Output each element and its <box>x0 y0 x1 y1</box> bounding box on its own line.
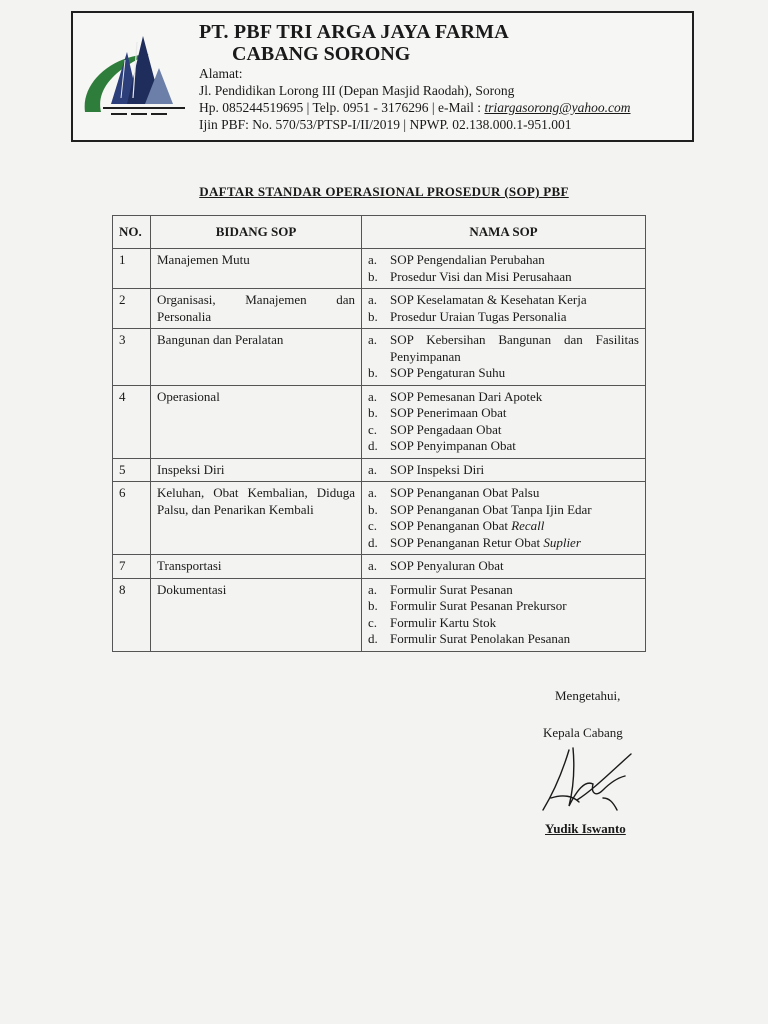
item-text <box>390 389 639 406</box>
table-row <box>113 385 646 458</box>
bidang-sop-cell: Dokumentasi <box>151 578 362 651</box>
company-name: PT. PBF TRI ARGA JAYA FARMA <box>199 21 509 43</box>
item-marker: a. <box>368 292 378 307</box>
row-number: 2 <box>113 289 151 329</box>
nama-sop-cell <box>362 482 646 555</box>
item-marker: d. <box>368 438 378 453</box>
item-text-main: SOP Pengendalian Perubahan <box>390 252 545 267</box>
table-row <box>113 555 646 579</box>
document-title: DAFTAR STANDAR OPERASIONAL PROSEDUR (SOP) PBF <box>199 184 569 199</box>
item-text <box>390 332 639 365</box>
sop-item-list <box>368 485 639 551</box>
row-number: 4 <box>113 385 151 458</box>
list-item <box>368 389 639 406</box>
bidang-sop-cell: Bangunan dan Peralatan <box>151 329 362 386</box>
row-number: 1 <box>113 249 151 289</box>
item-text-main: SOP Penanganan Retur Obat <box>390 534 544 550</box>
item-text <box>390 252 639 269</box>
handwritten-signature <box>533 740 643 820</box>
item-marker: c. <box>368 421 378 437</box>
item-text <box>390 365 639 382</box>
signer-position: Kepala Cabang <box>543 725 623 740</box>
sop-item-list <box>368 389 639 455</box>
sop-item-list <box>368 332 639 382</box>
row-number: 8 <box>113 578 151 651</box>
item-text <box>390 405 639 422</box>
item-text-main: SOP Pemesanan Dari Apotek <box>390 388 543 404</box>
list-item <box>368 502 639 519</box>
item-marker: a. <box>368 485 378 500</box>
company-logo <box>81 28 189 124</box>
item-text <box>390 485 639 502</box>
list-item <box>368 269 639 286</box>
item-marker: d. <box>368 631 378 646</box>
list-item <box>368 462 639 479</box>
bidang-sop-cell: Transportasi <box>151 555 362 579</box>
item-text-main: SOP Keselamatan & Kesehatan Kerja <box>390 292 587 307</box>
item-text <box>390 422 639 439</box>
item-text-main: SOP Penyaluran Obat <box>390 558 504 573</box>
item-text <box>390 582 639 599</box>
item-text <box>390 309 639 326</box>
list-item <box>368 558 639 575</box>
branch-name: CABANG SORONG <box>232 43 411 65</box>
list-item <box>368 615 639 632</box>
nama-sop-cell <box>362 249 646 289</box>
acknowledged-label: Mengetahui, <box>555 688 621 703</box>
item-text <box>390 438 639 455</box>
item-text-main: Formulir Surat Penolakan Pesanan <box>390 631 571 646</box>
nama-sop-cell <box>362 289 646 329</box>
item-text <box>390 502 639 519</box>
bidang-sop-cell: Inspeksi Diri <box>151 458 362 482</box>
list-item <box>368 582 639 599</box>
item-text <box>390 535 639 552</box>
item-text-main: Formulir Surat Pesanan <box>390 581 513 597</box>
sop-item-list <box>368 462 639 479</box>
item-marker: a. <box>368 581 378 597</box>
list-item <box>368 252 639 269</box>
table-header-row <box>113 216 646 249</box>
item-text <box>390 631 639 648</box>
sop-item-list <box>368 292 639 325</box>
header-no: NO. <box>113 216 151 249</box>
letterhead <box>71 11 694 142</box>
nama-sop-cell <box>362 385 646 458</box>
item-text-main: SOP Penerimaan Obat <box>390 405 507 420</box>
item-marker: b. <box>368 268 378 284</box>
table-row <box>113 458 646 482</box>
list-item <box>368 405 639 422</box>
bidang-sop-cell: Keluhan, Obat Kembalian, Diduga Palsu, dan Penarikan Kembali <box>151 482 362 555</box>
item-text <box>390 558 639 575</box>
table-body <box>113 249 646 652</box>
item-marker: a. <box>368 461 378 477</box>
list-item <box>368 332 639 365</box>
item-marker: b. <box>368 501 378 517</box>
item-marker: c. <box>368 518 378 533</box>
list-item <box>368 438 639 455</box>
company-info <box>199 21 679 133</box>
table-row <box>113 289 646 329</box>
item-text <box>390 269 639 286</box>
item-marker: b. <box>368 365 378 380</box>
table-row <box>113 482 646 555</box>
sop-item-list <box>368 558 639 575</box>
list-item <box>368 631 639 648</box>
item-text <box>390 598 639 615</box>
email-address: triargasorong@yahoo.com <box>484 100 631 115</box>
row-number: 7 <box>113 555 151 579</box>
item-text-main: SOP Inspeksi Diri <box>390 461 485 477</box>
row-number: 6 <box>113 482 151 555</box>
list-item <box>368 365 639 382</box>
list-item <box>368 309 639 326</box>
item-marker: a. <box>368 332 378 347</box>
header-bidang: BIDANG SOP <box>151 216 362 249</box>
list-item <box>368 292 639 309</box>
sop-item-list <box>368 252 639 285</box>
item-marker: c. <box>368 614 378 630</box>
sop-table <box>112 215 646 652</box>
item-marker: b. <box>368 308 378 324</box>
row-number: 3 <box>113 329 151 386</box>
list-item <box>368 485 639 502</box>
nama-sop-cell <box>362 555 646 579</box>
item-marker: a. <box>368 388 378 404</box>
item-text-main: SOP Penanganan Obat Palsu <box>390 485 540 500</box>
signer-name: Yudik Iswanto <box>545 821 626 836</box>
item-text <box>390 518 639 535</box>
license-line: Ijin PBF: No. 570/53/PTSP-I/II/2019 | NPWP. 02.138.000.1-951.001 <box>199 117 572 132</box>
bidang-sop-cell: Manajemen Mutu <box>151 249 362 289</box>
item-text-italic: Suplier <box>543 534 581 550</box>
item-text-italic: Recall <box>511 518 545 533</box>
list-item <box>368 518 639 535</box>
item-marker: a. <box>368 558 378 573</box>
item-text-main: Formulir Kartu Stok <box>390 614 497 630</box>
table-row <box>113 329 646 386</box>
item-text-main: SOP Pengaturan Suhu <box>390 365 506 380</box>
table-row <box>113 578 646 651</box>
nama-sop-cell <box>362 329 646 386</box>
item-marker: b. <box>368 405 378 420</box>
item-marker: d. <box>368 534 378 550</box>
table-row <box>113 249 646 289</box>
list-item <box>368 598 639 615</box>
item-text-main: SOP Kebersihan Bangunan dan Fasilitas Penyimpanan <box>390 332 639 364</box>
bidang-sop-cell: Operasional <box>151 385 362 458</box>
item-text-main: SOP Penyimpanan Obat <box>390 438 516 453</box>
item-text-main: SOP Pengadaan Obat <box>390 421 502 437</box>
contact-line <box>199 99 679 116</box>
item-marker: b. <box>368 598 378 613</box>
item-text-main: SOP Penanganan Obat Tanpa Ijin Edar <box>390 501 592 517</box>
nama-sop-cell <box>362 458 646 482</box>
item-text <box>390 292 639 309</box>
item-text-main: Prosedur Uraian Tugas Personalia <box>390 308 567 324</box>
list-item <box>368 422 639 439</box>
contact-numbers: Hp. 085244519695 | Telp. 0951 - 3176296 | e-Mail : <box>199 100 485 115</box>
item-text <box>390 462 639 479</box>
list-item <box>368 535 639 552</box>
item-text-main: SOP Penanganan Obat <box>390 518 512 533</box>
header-nama: NAMA SOP <box>362 216 646 249</box>
item-text-main: Prosedur Visi dan Misi Perusahaan <box>390 268 572 284</box>
address-text: Jl. Pendidikan Lorong III (Depan Masjid Raodah), Sorong <box>199 83 515 98</box>
row-number: 5 <box>113 458 151 482</box>
nama-sop-cell <box>362 578 646 651</box>
bidang-sop-cell: Organisasi, Manajemen dan Personalia <box>151 289 362 329</box>
item-text-main: Formulir Surat Pesanan Prekursor <box>390 598 567 613</box>
sop-item-list <box>368 582 639 648</box>
address-label: Alamat: <box>199 66 243 81</box>
item-text <box>390 615 639 632</box>
item-marker: a. <box>368 252 378 267</box>
